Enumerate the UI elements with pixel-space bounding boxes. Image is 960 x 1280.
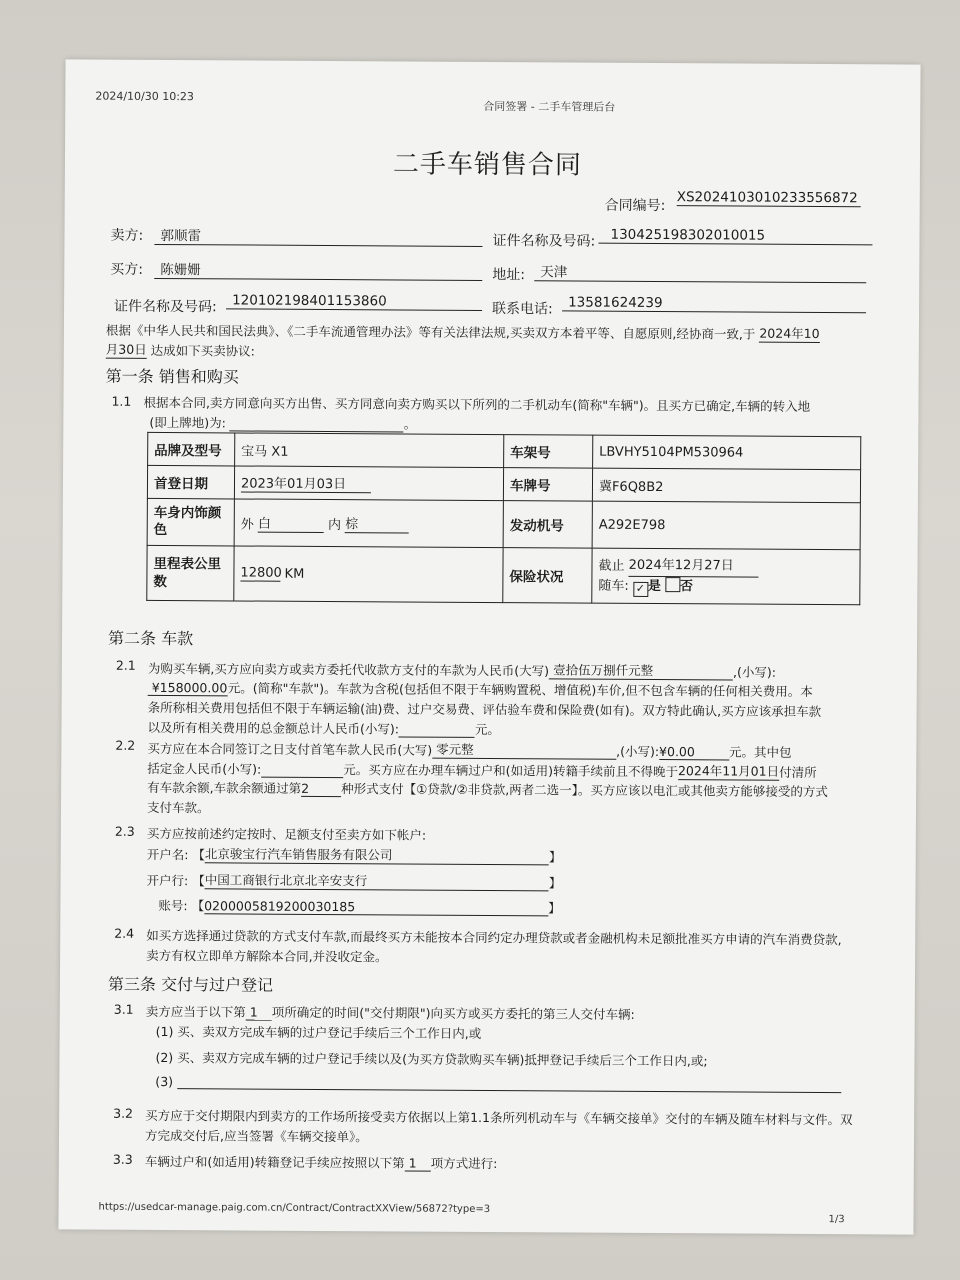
clause-3-3-line-1 bbox=[145, 1152, 498, 1172]
address-value: 天津 bbox=[534, 260, 866, 283]
clause-3-3-text-b: 项方式进行: bbox=[430, 1155, 498, 1172]
account-bank-label: 开户行: bbox=[146, 872, 189, 889]
insurance-with-car-label: 随车: bbox=[598, 578, 629, 594]
article-2-title: 第二条 车款 bbox=[107, 628, 194, 649]
buyer-label: 买方: bbox=[110, 261, 144, 278]
vin-label: 车架号 bbox=[504, 435, 593, 469]
clause-2-2-text-a: 买方应在本合同签订之日支付首笔车款人民币(大写) bbox=[147, 740, 433, 758]
clause-3-1-item-3-label: (3) bbox=[155, 1073, 174, 1090]
delivery-option: 1 bbox=[246, 1005, 272, 1021]
first-payment-lower: ¥0.00 bbox=[659, 744, 729, 760]
clause-3-2-line-1: 买方应于交付期限内到卖方的工作场所接受卖方依据以上第1.1条所列机动车与《车辆交接单》交付的车辆及随车材料与文件。双 bbox=[145, 1107, 853, 1128]
contract-no-value: XS20241030102335568​72 bbox=[677, 189, 861, 207]
clause-2-1-line-3: 条所称相关费用包括但不限于车辆运输(油)费、过户交易费、评估验车费和保险费(如有)。双方特此确认,买方应该承担车款 bbox=[147, 699, 822, 720]
clause-2-2-text-f: 付清所 bbox=[779, 764, 817, 781]
buyer-name: 陈姗姗 bbox=[154, 258, 482, 281]
seller-id-label: 证件名称及号码: bbox=[492, 233, 596, 250]
interior-color: 棕 bbox=[345, 513, 409, 533]
account-name-row bbox=[147, 844, 562, 866]
deposit-blank bbox=[261, 763, 343, 779]
clause-2-1-number: 2.1 bbox=[115, 657, 136, 673]
first-reg-value: 2023年01月03日 bbox=[241, 472, 371, 493]
mileage-unit: KM bbox=[284, 566, 305, 582]
clause-2-1-line-2 bbox=[148, 678, 813, 700]
clause-3-1-item-3-blank bbox=[177, 1074, 841, 1093]
clause-3-2-line-2: 方完成交付后,应当签署《车辆交接单》。 bbox=[144, 1127, 368, 1145]
contract-page bbox=[58, 59, 920, 1234]
print-page-title: 合同签署 - 二手车管理后台 bbox=[483, 99, 616, 114]
insurance-label: 保险状况 bbox=[503, 548, 592, 604]
total-price-lower: ¥158000.00 bbox=[148, 680, 228, 696]
exterior-label: 外 bbox=[240, 517, 254, 533]
clause-3-1-item-2: (2) 买、卖双方完成车辆的过户登记手续以及(为买方贷款购买车辆)抵押登记手续后三个工作日内,或; bbox=[155, 1049, 708, 1069]
total-price-upper: 壹拾伍万捌仟元整 bbox=[549, 660, 733, 680]
clause-2-3-line-1: 买方应按前述约定按时、足额支付至卖方如下帐户: bbox=[146, 825, 427, 843]
intro-text-1: 根据《中华人民共和国民法典》、《二手车流通管理办法》等有关法律法规,买卖双方本着平等、自愿原则,经协商一致,于 bbox=[105, 322, 756, 342]
account-name-value: 北京骏宝行汽车销售服务有限公司 bbox=[205, 844, 549, 865]
first-reg-cell bbox=[234, 466, 503, 501]
clause-2-2-text-d: 括定金人民币(小写): bbox=[147, 760, 262, 777]
bracket-right: 】 bbox=[548, 875, 562, 891]
clause-2-1-text-c: 元。(简称"车款")。车款为含税(包括但不限于车辆购置税、增值税)车价,但不包含车辆的任何相关费用。本 bbox=[227, 680, 813, 699]
insurance-no-label: 否 bbox=[680, 578, 694, 594]
color-label-line-2: 色 bbox=[153, 521, 168, 539]
clause-2-1-line-1 bbox=[148, 658, 776, 681]
payment-method-option: 2 bbox=[301, 781, 341, 797]
exterior-color: 白 bbox=[258, 513, 324, 533]
first-payment-upper: 零元整 bbox=[432, 740, 616, 760]
mileage-value: 12800 bbox=[240, 565, 282, 581]
plate-value: 冀F6Q8B2 bbox=[592, 468, 860, 503]
clause-2-2-text-b: ,(小写): bbox=[616, 743, 660, 760]
clause-2-2-text-e: 元。买方应在办理车辆过户和(如适用)转籍手续前且不得晚于 bbox=[343, 762, 679, 780]
clause-2-1-text-a: 为购买车辆,买方应向卖方或卖方委托代收款方支付的车款为人民币(大写) bbox=[147, 660, 550, 679]
print-url: https://usedcar-manage.paig.com.cn/Contract/ContractXXView/56872?type=3 bbox=[98, 1201, 491, 1216]
clause-1-1-number: 1.1 bbox=[111, 393, 132, 409]
mileage-cell bbox=[234, 546, 503, 603]
seller-label: 卖方: bbox=[110, 227, 144, 244]
clause-2-2-line-4: 支付车款。 bbox=[146, 799, 210, 816]
insurance-no-checkbox bbox=[665, 577, 680, 592]
mileage-label-line-2: 数 bbox=[153, 573, 167, 591]
clause-2-2-number: 2.2 bbox=[115, 737, 136, 753]
clause-3-1-text-b: 项所确定的时间("交付期限")向买方或买方委托的第三人交付车辆: bbox=[271, 1004, 635, 1022]
intro-text-2: 达成如下买卖协议: bbox=[150, 342, 255, 359]
clause-2-2-line-3 bbox=[147, 778, 828, 800]
clause-2-4-line-1: 如买方选择通过贷款的方式支付车款,而最终买方未能按本合同约定办理贷款或者金融机构未足额批准买方申请的汽车消费贷款, bbox=[146, 927, 842, 948]
transfer-option: 1 bbox=[405, 1155, 431, 1171]
insurance-cell bbox=[592, 548, 860, 605]
insurance-yes-checkbox: ✓ bbox=[633, 581, 648, 596]
account-name-label: 开户名: bbox=[146, 846, 189, 863]
balance-due-date: 2024年11月01日 bbox=[677, 763, 780, 779]
intro-date-part-2: 月30日 bbox=[105, 341, 147, 357]
insurance-yes-label: 是 bbox=[647, 578, 661, 594]
clause-1-1-line-2 bbox=[149, 413, 416, 433]
buyer-id-label: 证件名称及号码: bbox=[114, 298, 217, 316]
insurance-until-date: 2024年12月27日 bbox=[629, 555, 759, 577]
table-row bbox=[148, 432, 861, 469]
intro-line-2 bbox=[106, 340, 255, 360]
clause-2-3-number: 2.3 bbox=[114, 823, 135, 839]
clause-2-2-line-1 bbox=[147, 738, 791, 761]
account-number-row bbox=[158, 896, 560, 916]
clause-3-3-text-a: 车辆过户和(如适用)转籍登记手续应按照以下第 bbox=[144, 1153, 405, 1171]
address-label: 地址: bbox=[492, 267, 526, 284]
contract-no-label: 合同编号: bbox=[604, 197, 666, 215]
print-datetime: 2024/10/30 10:23 bbox=[95, 89, 195, 104]
buyer-id-value: 120102198401153860 bbox=[226, 292, 482, 311]
account-number-value: 0200005819200030185 bbox=[204, 898, 548, 916]
table-row bbox=[147, 465, 860, 502]
bracket-left: 【 bbox=[192, 847, 205, 863]
print-page-number: 1/3 bbox=[828, 1214, 845, 1226]
vehicle-info-table bbox=[146, 432, 861, 605]
brand-label: 品牌及型号 bbox=[148, 432, 235, 466]
clause-1-1-location-label: (即上牌地)为: bbox=[149, 414, 226, 431]
clause-2-1-text-e: 元。 bbox=[474, 721, 501, 738]
bracket-left: 【 bbox=[191, 898, 205, 914]
phone-value: 13581624239 bbox=[562, 294, 866, 313]
clause-2-1-line-4 bbox=[147, 718, 500, 738]
mileage-label-line-1: 里程表公里 bbox=[153, 555, 222, 573]
color-label-line-1: 车身内饰颜 bbox=[153, 504, 222, 522]
clause-2-4-line-2: 卖方有权立即单方解除本合同,并没收定金。 bbox=[146, 947, 388, 965]
transfer-location-blank bbox=[230, 416, 404, 432]
table-row bbox=[147, 545, 860, 604]
clause-2-1-text-d: 以及所有相关费用的总金额总计人民币(小写): bbox=[147, 719, 400, 737]
mileage-label bbox=[147, 545, 234, 601]
plate-label: 车牌号 bbox=[503, 468, 592, 502]
clause-3-1-text-a: 卖方应当于以下第 bbox=[145, 1003, 246, 1020]
bracket-right: 】 bbox=[548, 849, 562, 865]
bracket-right: 】 bbox=[548, 900, 561, 916]
article-1-title: 第一条 销售和购买 bbox=[105, 366, 239, 387]
clause-2-1-text-b: ,(小写): bbox=[733, 664, 777, 680]
clause-3-1-number: 3.1 bbox=[113, 1001, 134, 1017]
intro-date-part-1: 2024年10 bbox=[759, 325, 820, 342]
clause-2-4-number: 2.4 bbox=[114, 925, 135, 941]
vin-value: LBVHY5104PM530964 bbox=[593, 435, 861, 470]
clause-3-3-number: 3.3 bbox=[112, 1151, 133, 1167]
color-label bbox=[147, 498, 234, 546]
clause-3-1-item-3 bbox=[155, 1074, 841, 1093]
account-bank-value: 中国工商银行北京北辛安支行 bbox=[205, 870, 549, 891]
color-cell bbox=[234, 499, 503, 548]
phone-label: 联系电话: bbox=[492, 301, 553, 318]
clause-2-2-text-c: 元。其中包 bbox=[729, 744, 792, 760]
table-row bbox=[147, 498, 860, 549]
clause-2-2-text-g: 有车款余额,车款余额通过第 bbox=[147, 779, 302, 796]
clause-1-1-line-1: 根据本合同,卖方同意向买方出售、买方同意向卖方购买以下所列的二手机动车(简称"车辆")。且买方已确定,车辆的转入地 bbox=[143, 394, 811, 414]
clause-2-2-text-h: 种形式支付【①贷款/②非贷款,两者二选一】。买方应该以电汇或其他卖方能够接受的方式 bbox=[341, 781, 829, 800]
document-title: 二手车销售合同 bbox=[392, 149, 583, 181]
account-bank-row bbox=[147, 870, 562, 892]
engine-value: A292E798 bbox=[592, 501, 860, 550]
brand-value: 宝马 X1 bbox=[235, 433, 504, 468]
account-number-label: 账号: bbox=[158, 897, 188, 914]
seller-name: 郭顺雷 bbox=[154, 224, 482, 247]
engine-label: 发动机号 bbox=[503, 501, 592, 549]
insurance-until-label: 截止 bbox=[598, 558, 625, 574]
clause-3-1-item-1: (1) 买、卖双方完成车辆的过户登记手续后三个工作日内,或 bbox=[155, 1023, 482, 1041]
article-3-title: 第三条 交付与过户登记 bbox=[107, 974, 274, 995]
bracket-left: 【 bbox=[192, 873, 205, 889]
first-reg-label: 首登日期 bbox=[147, 465, 234, 499]
interior-label: 内 bbox=[327, 518, 342, 534]
seller-id-value: 130425198302010015 bbox=[598, 227, 872, 246]
clause-3-2-number: 3.2 bbox=[113, 1105, 134, 1121]
total-amount-blank bbox=[399, 722, 475, 737]
clause-3-1-line-1 bbox=[146, 1002, 635, 1023]
clause-1-1-end: 。 bbox=[403, 416, 417, 432]
